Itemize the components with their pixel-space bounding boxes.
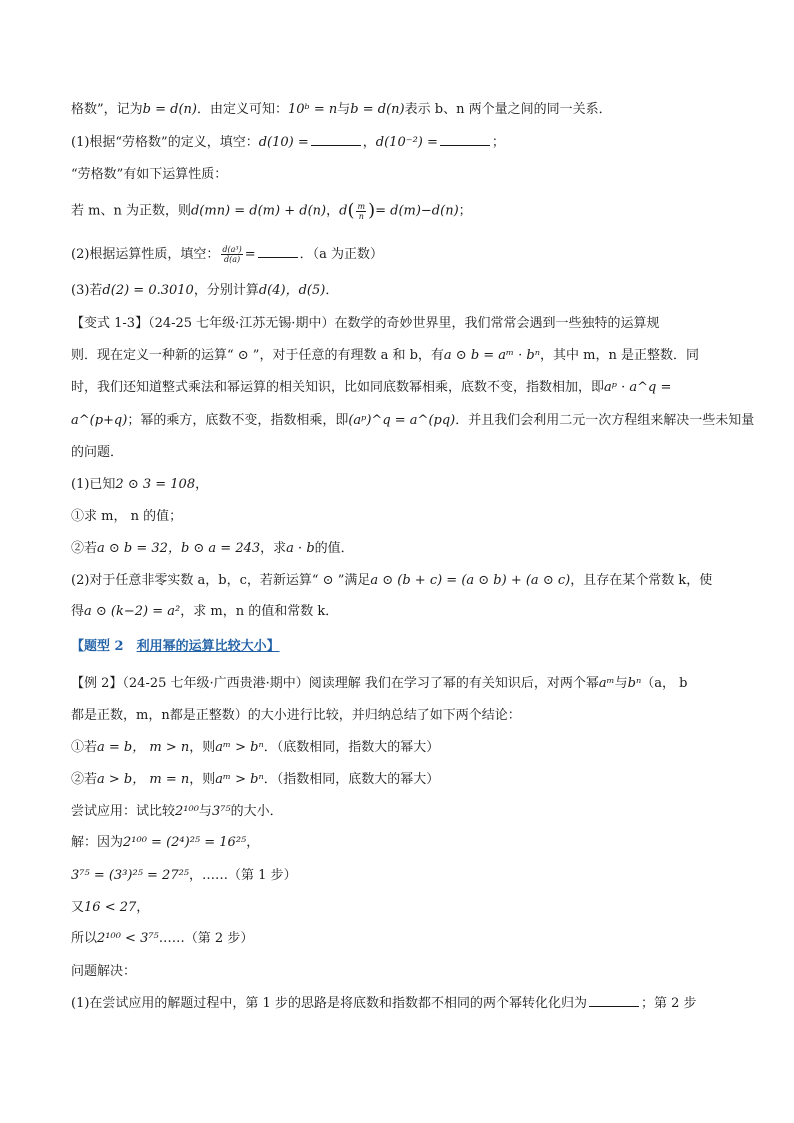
text-line [71, 571, 728, 591]
text: 表示 b、n 两个量之间的同一关系． [404, 102, 612, 117]
text: ．由定义可知： [196, 102, 288, 117]
text: ．并且我们会利用二元一次方程组来解决一些未知量 [455, 413, 755, 428]
text: ①若 [71, 740, 98, 755]
text-line [71, 245, 728, 265]
text: 格数”，记为 [71, 102, 143, 117]
text-line [71, 770, 728, 790]
text: ……（第 2 步） [158, 931, 254, 946]
text-line [71, 833, 728, 853]
math: 3⁷⁵ = (3³)²⁵ = 27²⁵ [71, 868, 190, 883]
text: (3)若 [71, 283, 103, 298]
text: 【例 2】（24-25 七年级·广西贵港·期中）阅读理解 我们在学习了幂的有关知识后，对两个幂 [71, 676, 599, 691]
text: (1)在尝试应用的解题过程中，第 1 步的思路是将底数和指数都不相同的两个幂转化化归为 [71, 996, 587, 1011]
section-heading [71, 637, 728, 657]
text: 尝试应用：试比较 [71, 804, 176, 819]
math: (aᵖ)^q = a^(pq) [348, 413, 456, 428]
text: ，其中 m，n 是正整数．同 [540, 348, 699, 363]
text: 则．现在定义一种新的运算“ ⊙ ”，对于任意的有理数 a 和 b，有 [71, 348, 444, 363]
text-line [71, 165, 728, 185]
math: a · b [286, 541, 315, 556]
text: 都是正数，m，n都是正整数）的大小进行比较，并归纳总结了如下两个结论： [71, 708, 521, 723]
text: ①求 m， n 的值； [71, 509, 183, 524]
math: aᵐ [598, 676, 615, 691]
text-line [71, 802, 728, 822]
text-line [71, 602, 728, 622]
math: 2 ⊙ 3 = 108 [115, 477, 196, 492]
text: (1)已知 [71, 477, 116, 492]
text: 问题解决： [71, 964, 137, 979]
text-line [71, 443, 728, 463]
math: d(10⁻²) = [375, 135, 438, 150]
math: 16 < 27 [84, 900, 137, 915]
text: ．（a 为正数） [299, 247, 384, 262]
text: 【题型 2 [71, 639, 137, 654]
text: (2)根据运算性质，填空： [71, 247, 220, 262]
math: d(4)，d(5) [258, 283, 326, 298]
text: ， [246, 835, 260, 850]
text: 解：因为 [71, 835, 124, 850]
math: a ⊙ (b + c) = (a ⊙ b) + (a ⊙ c) [370, 573, 571, 588]
text: 利用幂的运算比较大小】 [136, 639, 280, 654]
text-line [71, 346, 728, 366]
text-line [71, 706, 728, 726]
text-line [71, 962, 728, 982]
math: 10ᵇ = n [288, 102, 338, 117]
text-line: 若 m、n 为正数，则d(mn) = d(m) + d(n)，d( $\frac{m}{n}$ )= d(m)−d(n)； [71, 200, 472, 221]
text: “劳格数”有如下运算性质： [71, 167, 228, 182]
math: aᵐ > bⁿ [215, 772, 264, 787]
math: bⁿ [627, 676, 642, 691]
text: (2)对于任意非零实数 a，b，c，若新运算“ ⊙ ”满足 [71, 573, 371, 588]
text: ． [325, 283, 339, 298]
text-line [71, 281, 728, 301]
answer-blank[interactable] [258, 245, 298, 258]
text-line [71, 133, 728, 153]
text: ； [491, 135, 505, 150]
math: a^(p+q) [71, 413, 128, 428]
math: = [244, 247, 256, 262]
text: （a， b [641, 676, 688, 691]
text-line [71, 411, 755, 431]
text-line [71, 994, 728, 1014]
math: a > b， m = n [97, 772, 190, 787]
math: b = d(n) [142, 102, 197, 117]
math: a ⊙ b = 32，b ⊙ a = 243 [97, 541, 261, 556]
text: ，则 [189, 740, 216, 755]
text: 得 [71, 604, 85, 619]
text: ， [326, 203, 340, 219]
math: d [339, 203, 348, 219]
text: ； [458, 203, 472, 219]
text: ，且存在某个常数 k，使 [570, 573, 713, 588]
text: ；第 2 步 [640, 996, 697, 1011]
text: 与 [198, 804, 212, 819]
text-line [71, 898, 728, 918]
text: ， [362, 135, 376, 150]
math: d(mn) = d(m) + d(n) [190, 203, 327, 219]
text: ， [136, 900, 150, 915]
text: ．（底数相同，指数大的幂大） [263, 740, 440, 755]
text: ②若 [71, 541, 98, 556]
text: 与 [614, 676, 628, 691]
text-line [71, 674, 728, 694]
text-line [71, 507, 728, 527]
math: 2¹⁰⁰ [175, 804, 199, 819]
math: 2¹⁰⁰ < 3⁷⁵ [97, 931, 159, 946]
answer-blank[interactable] [440, 133, 490, 146]
math: a ⊙ (k−2) = a² [84, 604, 181, 619]
fraction: $\frac{m}{n}$ [357, 201, 366, 221]
text: ，分别计算 [193, 283, 259, 298]
text: ， [195, 477, 209, 492]
text: 的值． [314, 541, 354, 556]
text: 时，我们还知道整式乘法和幂运算的相关知识，比如同底数幂相乘，底数不变，指数相加，即 [71, 380, 605, 395]
text: ，……（第 1 步） [189, 868, 297, 883]
text-line [71, 378, 728, 398]
text: 【变式 1-3】（24-25 七年级·江苏无锡·期中）在数学的奇妙世界里，我们常常会遇到一些独特的运算规 [71, 316, 660, 331]
text: ．（指数相同，底数大的幂大） [263, 772, 440, 787]
text-line [71, 738, 728, 758]
text: ，求 [260, 541, 287, 556]
math: 2¹⁰⁰ = (2⁴)²⁵ = 16²⁵ [123, 835, 247, 850]
text: 的大小． [230, 804, 283, 819]
math: a = b， m > n [97, 740, 190, 755]
math: aᵐ > bⁿ [215, 740, 264, 755]
text: 若 m、n 为正数，则 [71, 203, 191, 219]
text-line [71, 314, 728, 334]
text: ，求 m，n 的值和常数 k． [180, 604, 339, 619]
answer-blank[interactable] [589, 994, 639, 1007]
math: b = d(n) [350, 102, 405, 117]
math: 3⁷⁵ [211, 804, 231, 819]
text-line [71, 475, 728, 495]
math: d(10) = [258, 135, 309, 150]
text-line [71, 539, 728, 559]
answer-blank[interactable] [311, 133, 361, 146]
text: ②若 [71, 772, 98, 787]
text: 又 [71, 900, 85, 915]
text: ，则 [189, 772, 216, 787]
math: a ⊙ b = aᵐ · bⁿ [443, 348, 541, 363]
fraction: $\frac{\text{d(a³)}}{d(a)}$ [222, 245, 242, 264]
text: 与 [337, 102, 351, 117]
text: 所以 [71, 931, 98, 946]
text: 的问题． [71, 445, 124, 460]
text: (1)根据“劳格数”的定义，填空： [71, 135, 259, 150]
text-line [71, 929, 728, 949]
text-line [71, 100, 728, 120]
math: aᵖ · a^q = [604, 380, 672, 395]
math: = d(m)−d(n) [375, 203, 459, 219]
text-line [71, 866, 728, 886]
text: ；幂的乘方，底数不变，指数相乘，即 [127, 413, 349, 428]
math: d(2) = 0.3010 [102, 283, 194, 298]
